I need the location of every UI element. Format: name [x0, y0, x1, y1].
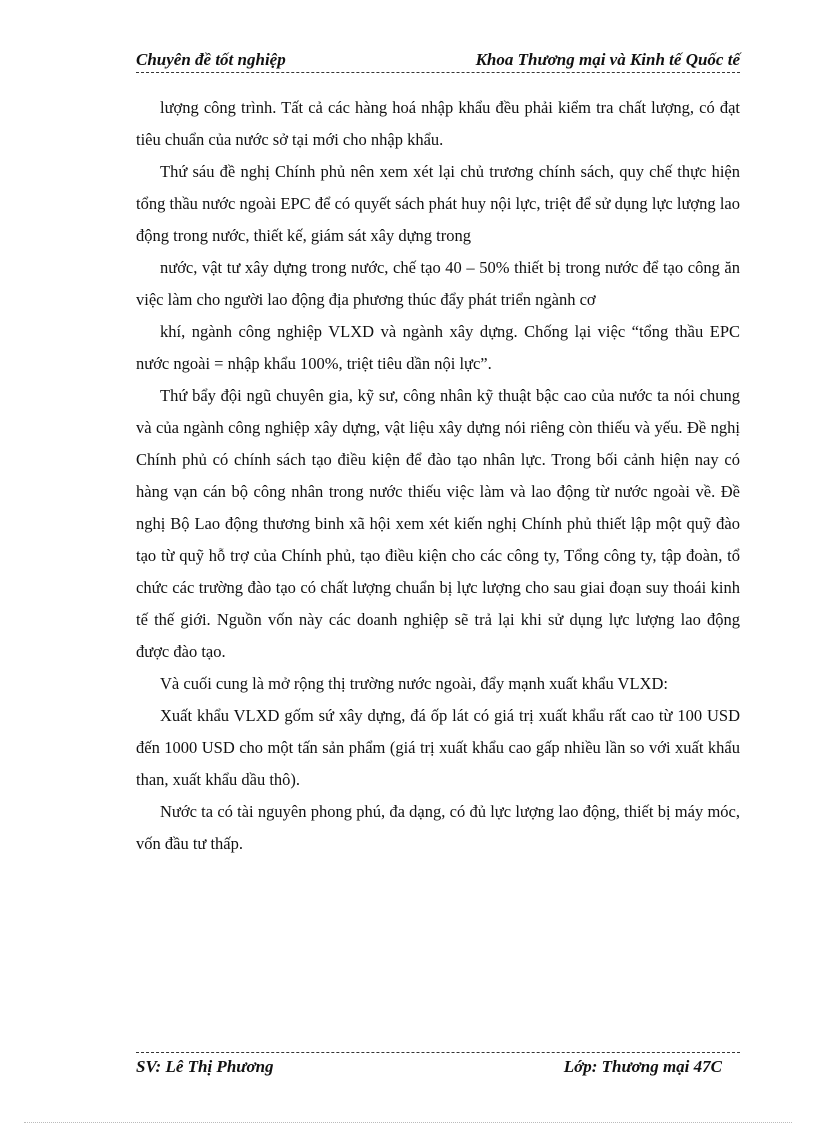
paragraph: Thứ bẩy đội ngũ chuyên gia, kỹ sư, công nhân kỹ thuật bậc cao của nước ta nói chung và của ngành công nghiệp xây dựng, vật liệu xây dựng nói riêng còn thiếu và yếu. Đề nghị Chính phủ có chính sách tạo điều kiện để đào tạo nhân lực. Trong bối cảnh hiện nay có hàng vạn cán bộ công nhân trong nước thiếu việc làm và lao động từ nước ngoài về. Đề nghị Bộ Lao động thương binh xã hội xem xét kiến nghị Chính phủ thiết lập một quỹ đào tạo từ quỹ hỗ trợ của Chính phủ, tạo điều kiện cho các công ty, Tổng công ty, tập đoàn, tổ chức các trường đào tạo có chất lượng chuẩn bị lực lượng cho sau giai đoạn suy thoái kinh tế thế giới. Nguồn vốn này các doanh nghiệp sẽ trả lại khi sử dụng lực lượng lao động được đào tạo.	[136, 386, 740, 661]
footer-class-name: Lớp: Thương mại 47C	[563, 1057, 722, 1076]
paragraph: Và cuối cung là mở rộng thị trường nước ngoài, đẩy mạnh xuất khẩu VLXD:	[160, 674, 668, 693]
footer-student-name: SV: Lê Thị Phương	[136, 1057, 274, 1076]
paragraph: Thứ sáu đề nghị Chính phủ nên xem xét lại chủ trương chính sách, quy chế thực hiện tổng thầu nước ngoài EPC để có quyết sách phát huy nội lực, triệt để sử dụng lực lượng lao động trong nước, thiết kế, giám sát xây dựng trong	[136, 162, 740, 245]
document-body	[136, 92, 740, 860]
paragraph: lượng công trình. Tất cả các hàng hoá nhập khẩu đều phải kiểm tra chất lượng, có đạt tiêu chuẩn của nước sở tại mới cho nhập khẩu.	[136, 98, 740, 149]
page-header	[136, 50, 740, 73]
paragraph: nước, vật tư xây dựng trong nước, chế tạo 40 – 50% thiết bị trong nước để tạo công ăn việc làm cho người lao động địa phương thúc đẩy phát triển ngành cơ	[136, 258, 740, 309]
paragraph: Nước ta có tài nguyên phong phú, đa dạng, có đủ lực lượng lao động, thiết bị máy móc, vốn đầu tư thấp.	[136, 802, 740, 853]
paragraph: Xuất khẩu VLXD gốm sứ xây dựng, đá ốp lát có giá trị xuất khẩu rất cao từ 100 USD đến 1000 USD cho một tấn sản phẩm (giá trị xuất khẩu cao gấp nhiều lần so với xuất khẩu than, xuất khẩu dầu thô).	[136, 706, 740, 789]
header-thesis-title: Chuyên đề tốt nghiệp	[136, 50, 286, 69]
header-faculty-name: Khoa Thương mại và Kinh tế Quốc tế	[475, 50, 740, 69]
paragraph: khí, ngành công nghiệp VLXD và ngành xây dựng. Chống lại việc “tổng thầu EPC nước ngoài = nhập khẩu 100%, triệt tiêu dần nội lực”.	[136, 322, 740, 373]
page-footer	[136, 1052, 740, 1077]
